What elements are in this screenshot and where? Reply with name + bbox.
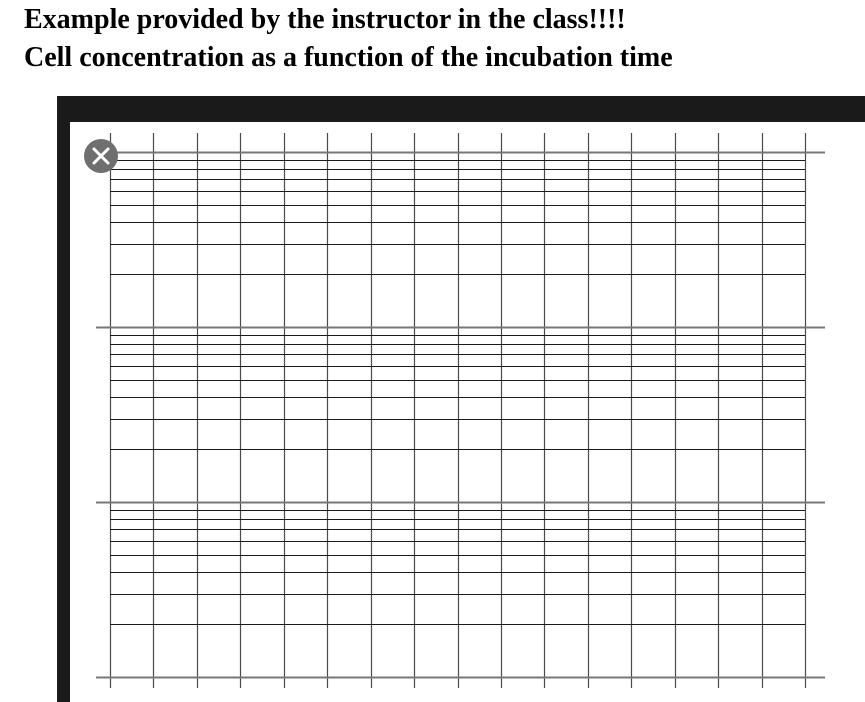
instructor-note-heading: Example provided by the instructor in the class!!!! bbox=[24, 4, 626, 35]
close-icon bbox=[84, 139, 118, 173]
close-button[interactable] bbox=[84, 139, 118, 173]
graph-subtitle: Cell concentration as a function of the incubation time bbox=[24, 42, 673, 73]
